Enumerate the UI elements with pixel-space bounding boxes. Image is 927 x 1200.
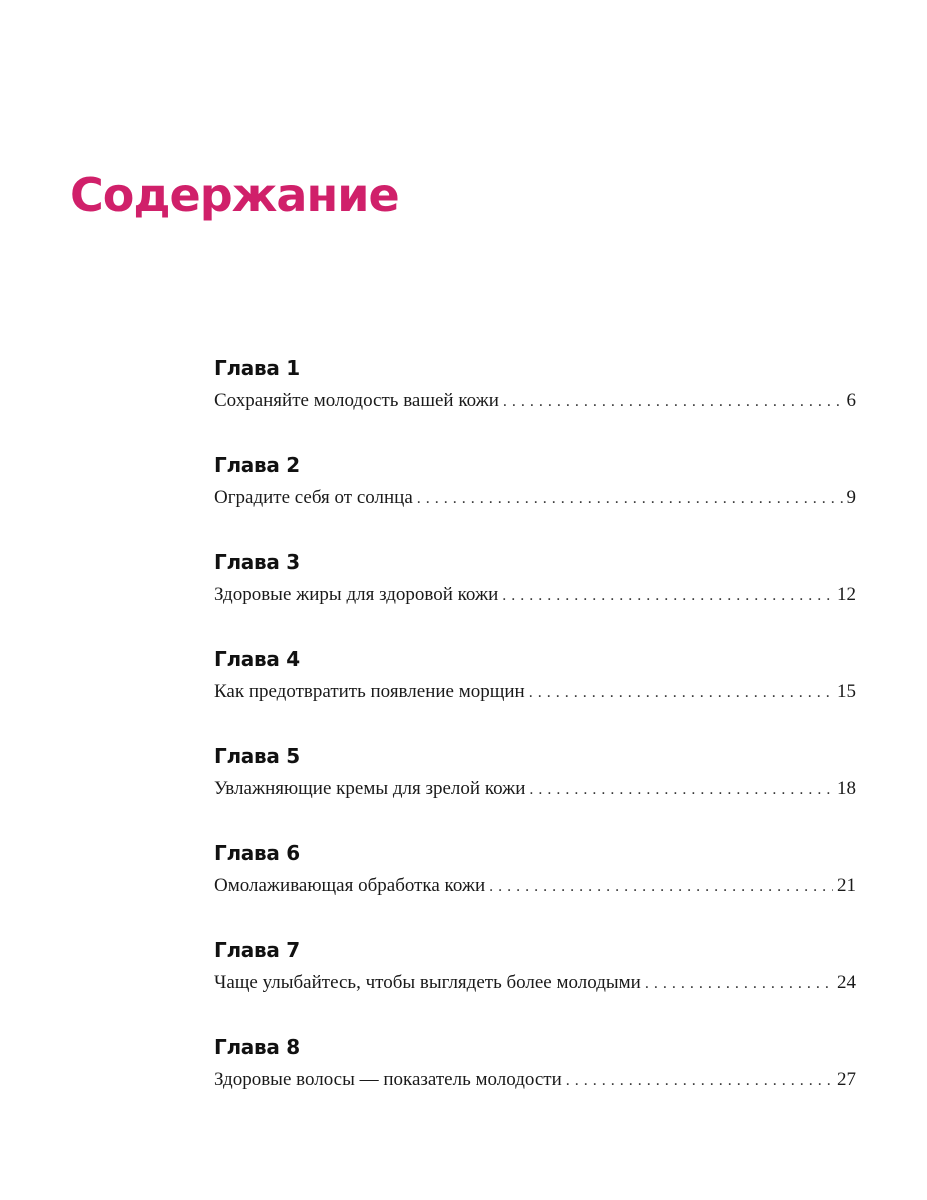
toc-line (214, 386, 856, 416)
chapter-title: Чаще улыбайтесь, чтобы выглядеть более молодыми (214, 972, 641, 993)
page-number: 27 (837, 1069, 856, 1090)
toc-line (214, 871, 856, 901)
toc-entry[interactable] (214, 738, 856, 833)
page-number: 21 (837, 875, 856, 896)
toc-entry[interactable] (214, 641, 856, 736)
toc-entry[interactable] (214, 1029, 856, 1124)
dot-leader (502, 581, 833, 611)
chapter-title: Как предотвратить появление морщин (214, 681, 525, 702)
chapter-title: Здоровые жиры для здоровой кожи (214, 584, 499, 605)
toc-line (214, 968, 856, 998)
toc-entry[interactable] (214, 835, 856, 930)
chapter-heading: Глава 3 (214, 550, 300, 574)
toc-line (214, 677, 856, 707)
toc-entry[interactable] (214, 932, 856, 1027)
chapter-heading: Глава 8 (214, 1035, 300, 1059)
chapter-heading: Глава 4 (214, 647, 300, 671)
dot-leader (529, 775, 833, 805)
table-of-contents (214, 348, 856, 1124)
chapter-heading: Глава 5 (214, 744, 300, 768)
page-number: 15 (837, 681, 856, 702)
chapter-heading: Глава 7 (214, 938, 300, 962)
chapter-title: Увлажняющие кремы для зрелой кожи (214, 778, 526, 799)
toc-line (214, 483, 856, 513)
page-number: 24 (837, 972, 856, 993)
chapter-heading: Глава 6 (214, 841, 300, 865)
toc-line (214, 1065, 856, 1095)
chapter-heading: Глава 2 (214, 453, 300, 477)
toc-entry[interactable] (214, 447, 856, 542)
dot-leader (489, 872, 833, 902)
page-title: Содержание (70, 168, 399, 222)
page-number: 9 (846, 487, 856, 508)
chapter-heading: Глава 1 (214, 356, 300, 380)
dot-leader (503, 387, 843, 417)
page-number: 18 (837, 778, 856, 799)
dot-leader (566, 1066, 833, 1096)
page-number: 12 (837, 584, 856, 605)
toc-line (214, 580, 856, 610)
chapter-title: Омолаживающая обработка кожи (214, 875, 486, 896)
chapter-title: Здоровые волосы — показатель молодости (214, 1069, 562, 1090)
dot-leader (645, 969, 833, 999)
toc-entry[interactable] (214, 544, 856, 639)
toc-entry[interactable] (214, 350, 856, 445)
chapter-title: Сохраняйте молодость вашей кожи (214, 390, 499, 411)
chapter-title: Оградите себя от солнца (214, 487, 413, 508)
page-number: 6 (846, 390, 856, 411)
dot-leader (529, 678, 833, 708)
toc-line (214, 774, 856, 804)
dot-leader (417, 484, 843, 514)
